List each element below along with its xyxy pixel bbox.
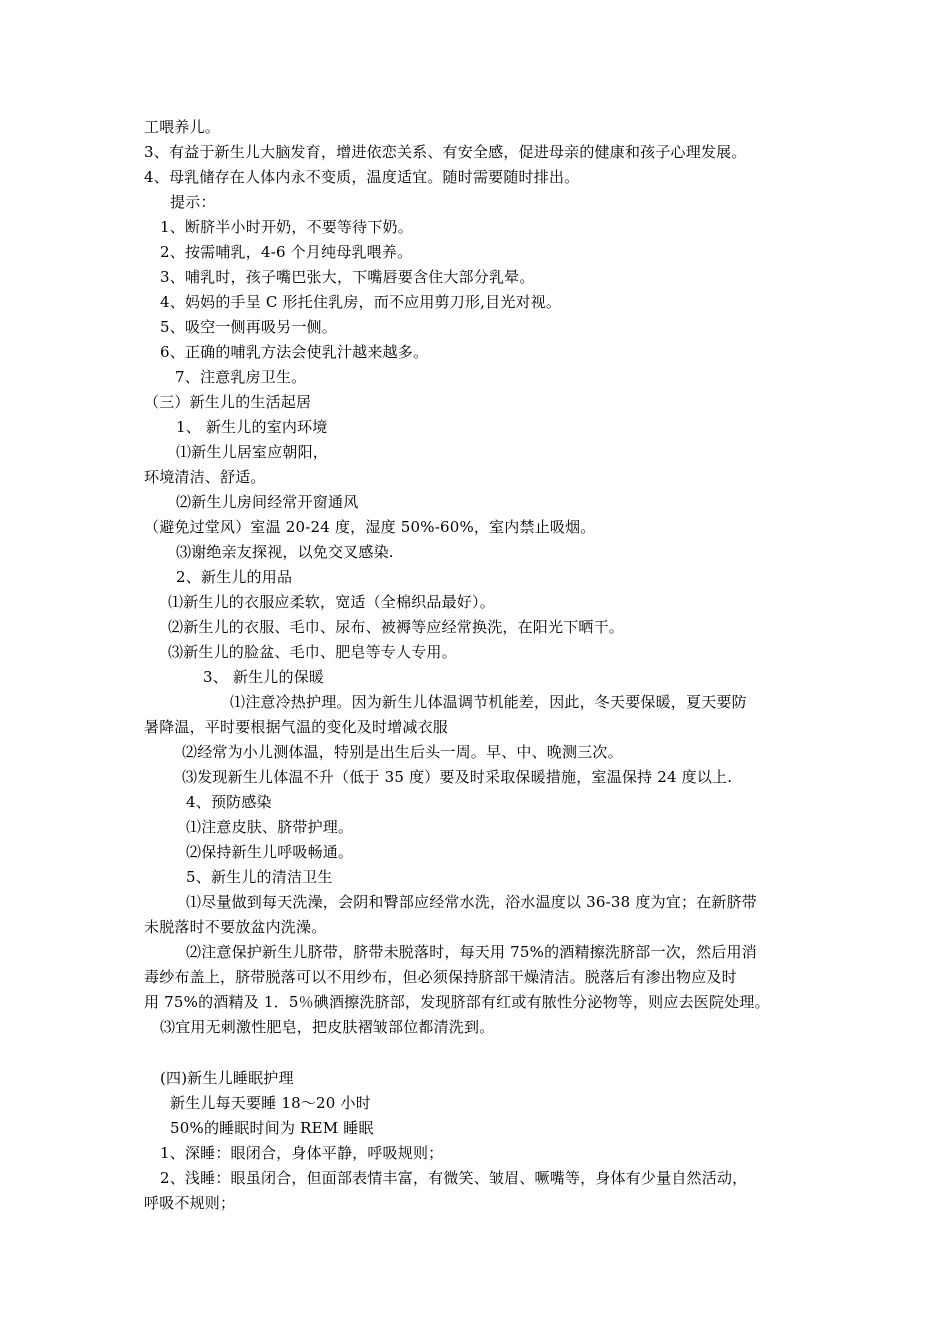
text-line: ⑶发现新生儿体温不升（低于 35 度）要及时采取保暖措施，室温保持 24 度以上. xyxy=(182,768,733,786)
text-line: ⑶新生儿的脸盆、毛巾、肥皂等专人专用。 xyxy=(168,643,457,661)
text-line: 新生儿每天要睡 18～20 小时 xyxy=(170,1094,371,1112)
list-item: 7、注意乳房卫生。 xyxy=(175,368,307,386)
list-item: 5、吸空一侧再吸另一侧。 xyxy=(160,318,337,336)
text-line: ⑵保持新生儿呼吸畅通。 xyxy=(186,843,354,861)
text-line: 毒纱布盖上，脐带脱落可以不用纱布，但必须保持脐部干燥清洁。脱落后有渗出物应及时 xyxy=(144,968,737,986)
text-line: 提示： xyxy=(170,193,216,211)
list-item: 2、按需哺乳，4-6 个月纯母乳喂养。 xyxy=(160,243,413,261)
list-item: 4、妈妈的手呈 C 形托住乳房，而不应用剪刀形,目光对视。 xyxy=(160,293,562,311)
subsection-heading: 3、 新生儿的保暖 xyxy=(203,668,325,686)
text-line: ⑴新生儿的衣服应柔软，宽适（全棉织品最好）。 xyxy=(168,593,495,611)
text-line: 用 75%的酒精及 1．5％碘酒擦洗脐部，发现脐部有红或有脓性分泌物等，则应去医院处理。 xyxy=(144,993,770,1011)
text-line: 3、有益于新生儿大脑发育，增进依恋关系、有安全感，促进母亲的健康和孩子心理发展。 xyxy=(144,143,747,161)
text-line: 呼吸不规则； xyxy=(144,1194,236,1212)
subsection-heading: 4、预防感染 xyxy=(186,793,272,811)
subsection-heading: 5、新生儿的清洁卫生 xyxy=(186,868,333,886)
text-line: ⑵注意保护新生儿脐带，脐带未脱落时，每天用 75%的酒精擦洗脐部一次，然后用消 xyxy=(186,943,757,961)
text-line: 环境清洁、舒适。 xyxy=(144,468,266,486)
text-line: 未脱落时不要放盆内洗澡。 xyxy=(144,918,327,936)
subsection-heading: 1、 新生儿的室内环境 xyxy=(176,418,328,436)
text-line: ⑴尽量做到每天洗澡，会阴和臀部应经常水洗，浴水温度以 36-38 度为宜；在新脐带 xyxy=(186,893,757,911)
list-item: 3、哺乳时，孩子嘴巴张大，下嘴唇要含住大部分乳晕。 xyxy=(160,268,535,286)
section-heading: （三）新生儿的生活起居 xyxy=(144,393,312,411)
text-line: 4、母乳储存在人体内永不变质，温度适宜。随时需要随时排出。 xyxy=(144,168,580,186)
text-line: 暑降温，平时要根据气温的变化及时增减衣服 xyxy=(144,718,449,736)
section-heading: (四)新生儿睡眠护理 xyxy=(160,1069,294,1087)
list-item: 2、浅睡：眼虽闭合，但面部表情丰富，有微笑、皱眉、噘嘴等，身体有少量自然活动， xyxy=(160,1169,748,1187)
text-line: ⑵新生儿的衣服、毛巾、尿布、被褥等应经常换洗，在阳光下晒干。 xyxy=(168,618,625,636)
list-item: 6、正确的哺乳方法会使乳汁越来越多。 xyxy=(160,343,429,361)
text-line: 工喂养儿。 xyxy=(144,118,221,136)
text-line: ⑴注意冷热护理。因为新生儿体温调节机能差，因此，冬天要保暖，夏天要防 xyxy=(230,693,747,711)
text-line: ⑴新生儿居室应朝阳， xyxy=(176,443,329,461)
text-line: ⑵新生儿房间经常开窗通风 xyxy=(176,493,359,511)
list-item: 1、断脐半小时开奶，不要等待下奶。 xyxy=(160,218,413,236)
text-line: ⑶谢绝亲友探视，以免交叉感染. xyxy=(176,543,394,561)
text-line: ⑶宜用无刺激性肥皂，把皮肤褶皱部位都清洗到。 xyxy=(160,1018,495,1036)
text-line: ⑵经常为小儿测体温，特别是出生后头一周。早、中、晚测三次。 xyxy=(182,743,623,761)
text-line: （避免过堂风）室温 20-24 度，湿度 50%-60%，室内禁止吸烟。 xyxy=(144,518,596,536)
subsection-heading: 2、新生儿的用品 xyxy=(176,568,293,586)
list-item: 1、深睡：眼闭合，身体平静，呼吸规则； xyxy=(160,1144,444,1162)
text-line: ⑴注意皮肤、脐带护理。 xyxy=(186,818,354,836)
text-line: 50%的睡眠时间为 REM 睡眠 xyxy=(170,1119,374,1137)
